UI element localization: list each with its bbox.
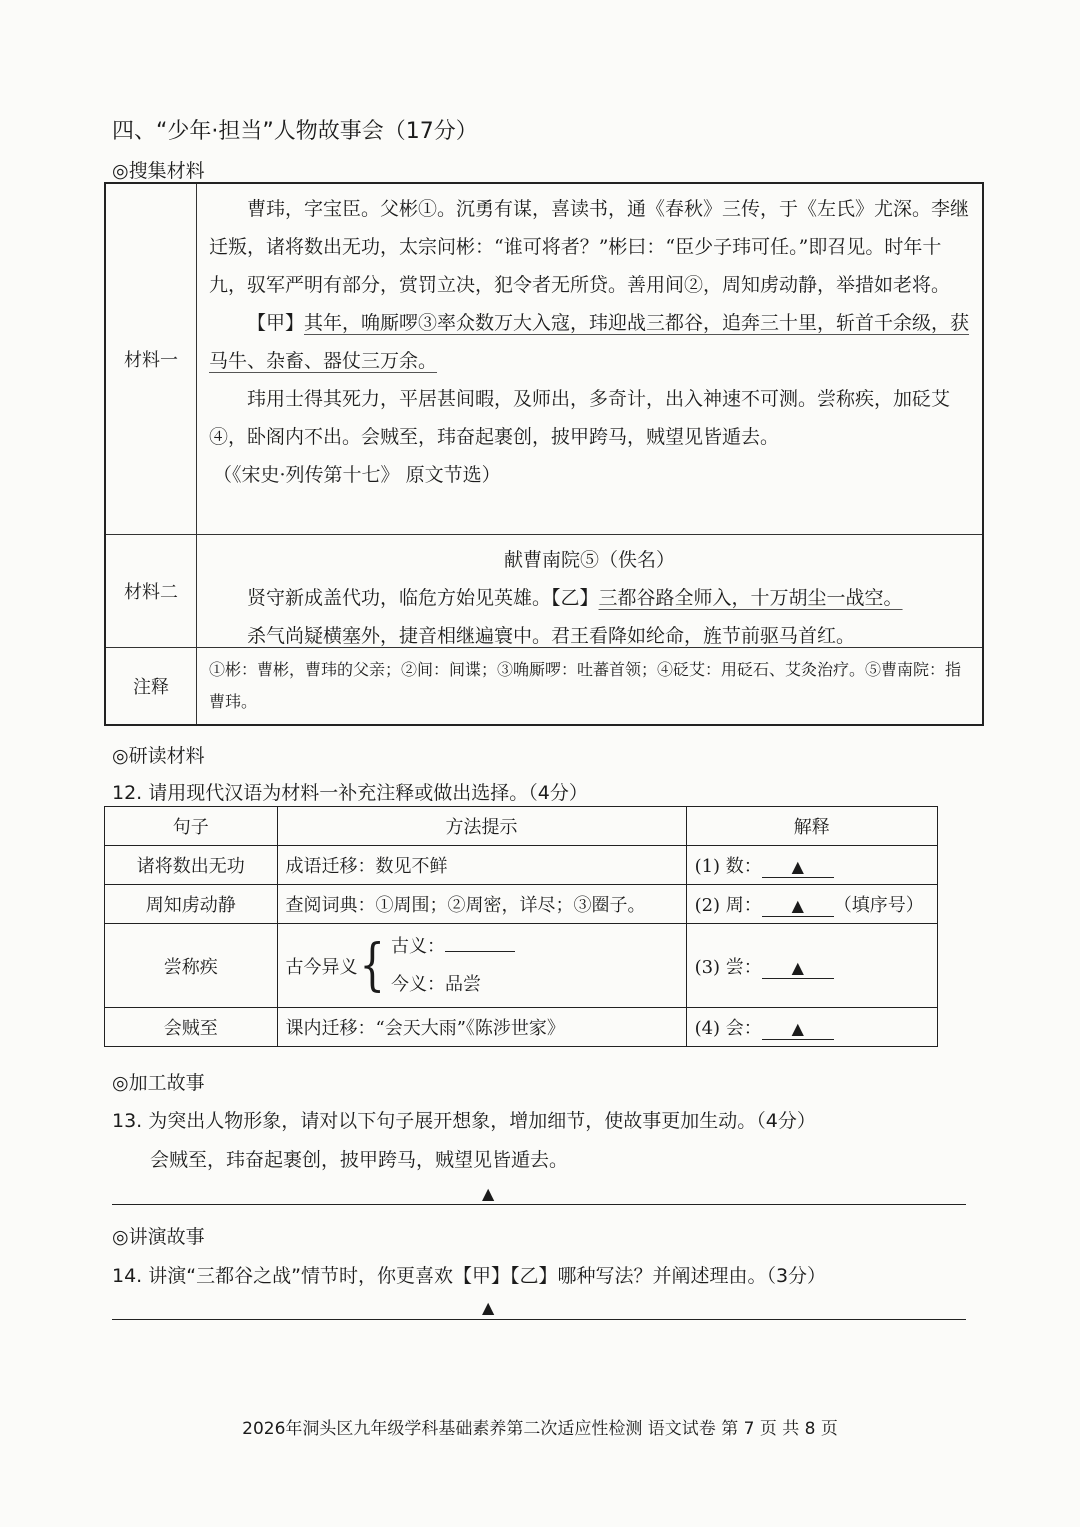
notes-row	[106, 648, 982, 724]
poem-line2: 杀气尚疑横塞外，捷音相继遍寰中。君王看降如纶命，旌节前驱马首红。	[247, 625, 856, 647]
table-row: 会贼至 课内迁移：“会天大雨”《陈涉世家》 (4) 会： ▲	[105, 1008, 938, 1047]
triangle-icon: ▲	[791, 1019, 804, 1038]
perform-heading: ◎讲演故事	[112, 1226, 205, 1248]
answer-blank[interactable]	[762, 857, 834, 878]
q13-answer-line[interactable]	[112, 1204, 966, 1205]
material2-label: 材料二	[106, 535, 197, 647]
answer-blank[interactable]	[762, 1019, 834, 1040]
header-sentence: 句子	[105, 807, 278, 846]
q13-prompt: 13. 为突出人物形象，请对以下句子展开想象，增加细节，使故事更加生动。（4分）	[112, 1110, 816, 1132]
q14-answer-line[interactable]	[112, 1319, 966, 1320]
triangle-icon: ▲	[482, 1184, 495, 1203]
answer-blank[interactable]	[762, 896, 834, 917]
gu-blank[interactable]	[445, 951, 515, 952]
material1-label: 材料一	[106, 184, 197, 534]
study-heading: ◎研读材料	[112, 745, 205, 767]
page-footer: 2026年洞头区九年级学科基础素养第二次适应性检测 语文试卷 第 7 页 共 8 页	[242, 1419, 838, 1439]
table-row: 周知虏动静 查阅词典：①周围；②周密，详尽；③圈子。 (2) 周： ▲ （填序号）	[105, 885, 938, 924]
material1-paragraph1: 曹玮，字宝臣。父彬①。沉勇有谋，喜读书，通《春秋》三传，于《左氏》尤深。李继迁叛，诸将数出无功，太宗问彬：“谁可将者？”彬曰：“臣少子玮可任。”即召见。时年十九，驭军严明有部分，赏罚立决，犯令者无所贷。善用间②，周知虏动静，举措如老将。	[209, 198, 970, 296]
brace-icon: {	[359, 933, 385, 998]
q13-quote: 会贼至，玮奋起裹创，披甲跨马，贼望见皆遁去。	[150, 1149, 569, 1171]
notes-label: 注释	[106, 648, 197, 724]
poem-title: 献曹南院⑤（佚名）	[503, 549, 675, 571]
answer-blank[interactable]	[762, 958, 834, 979]
material1-paragraph2	[209, 304, 970, 380]
material1-paragraph3: 玮用士得其死力，平居甚间暇，及师出，多奇计，出入神速不可测。尝称疾，加砭艾④，卧阁内不出。会贼至，玮奋起裹创，披甲跨马，贼望见皆遁去。	[209, 388, 951, 448]
triangle-icon: ▲	[482, 1298, 495, 1317]
triangle-icon: ▲	[791, 896, 804, 915]
header-explain: 解释	[686, 807, 937, 846]
triangle-icon: ▲	[791, 857, 804, 876]
table-row: 诸将数出无功 成语迁移：数见不鲜 (1) 数： ▲	[105, 846, 938, 885]
material2-content	[197, 535, 982, 647]
header-method: 方法提示	[277, 807, 686, 846]
q14-prompt: 14. 讲演“三都谷之战”情节时，你更喜欢【甲】【乙】哪种写法？并阐述理由。（3分）	[112, 1265, 827, 1287]
jia-marker: 【甲】	[247, 312, 305, 334]
material2-row	[106, 535, 982, 648]
q12-header-row	[105, 807, 938, 846]
collect-heading: ◎搜集材料	[112, 160, 205, 182]
material1-content	[197, 184, 982, 534]
yi-text: 三都谷路全师入，十万胡尘一战空。	[598, 587, 903, 609]
table-row: 尝称疾 古今异义 { 古义： 今义：品尝 (3) 尝： ▲	[105, 924, 938, 1008]
triangle-icon: ▲	[791, 957, 804, 977]
material1-row	[106, 184, 982, 535]
process-heading: ◎加工故事	[112, 1072, 205, 1094]
q12-prompt: 12. 请用现代汉语为材料一补充注释或做出选择。（4分）	[112, 782, 588, 804]
notes-content: ①彬：曹彬，曹玮的父亲；②间：间谍；③唃厮啰：吐蕃首领；④砭艾：用砭石、艾灸治疗。⑤曹南院：指曹玮。	[209, 660, 962, 711]
poem-line1: 贤守新成盖代功，临危方始见英雄。【乙】三都谷路全师入，十万胡尘一战空。	[247, 587, 903, 609]
materials-table	[104, 182, 984, 726]
q12-table	[104, 806, 938, 1047]
section-title: 四、“少年·担当”人物故事会（17分）	[112, 119, 478, 144]
material1-source: （《宋史·列传第十七》 原文节选）	[213, 464, 501, 486]
yi-marker: 【乙】	[551, 587, 599, 609]
jia-text: 其年，唃厮啰③率众数万大入寇，玮迎战三都谷，追奔三十里，斩首千余级，获马牛、杂畜、器仗三万余。	[209, 312, 970, 372]
